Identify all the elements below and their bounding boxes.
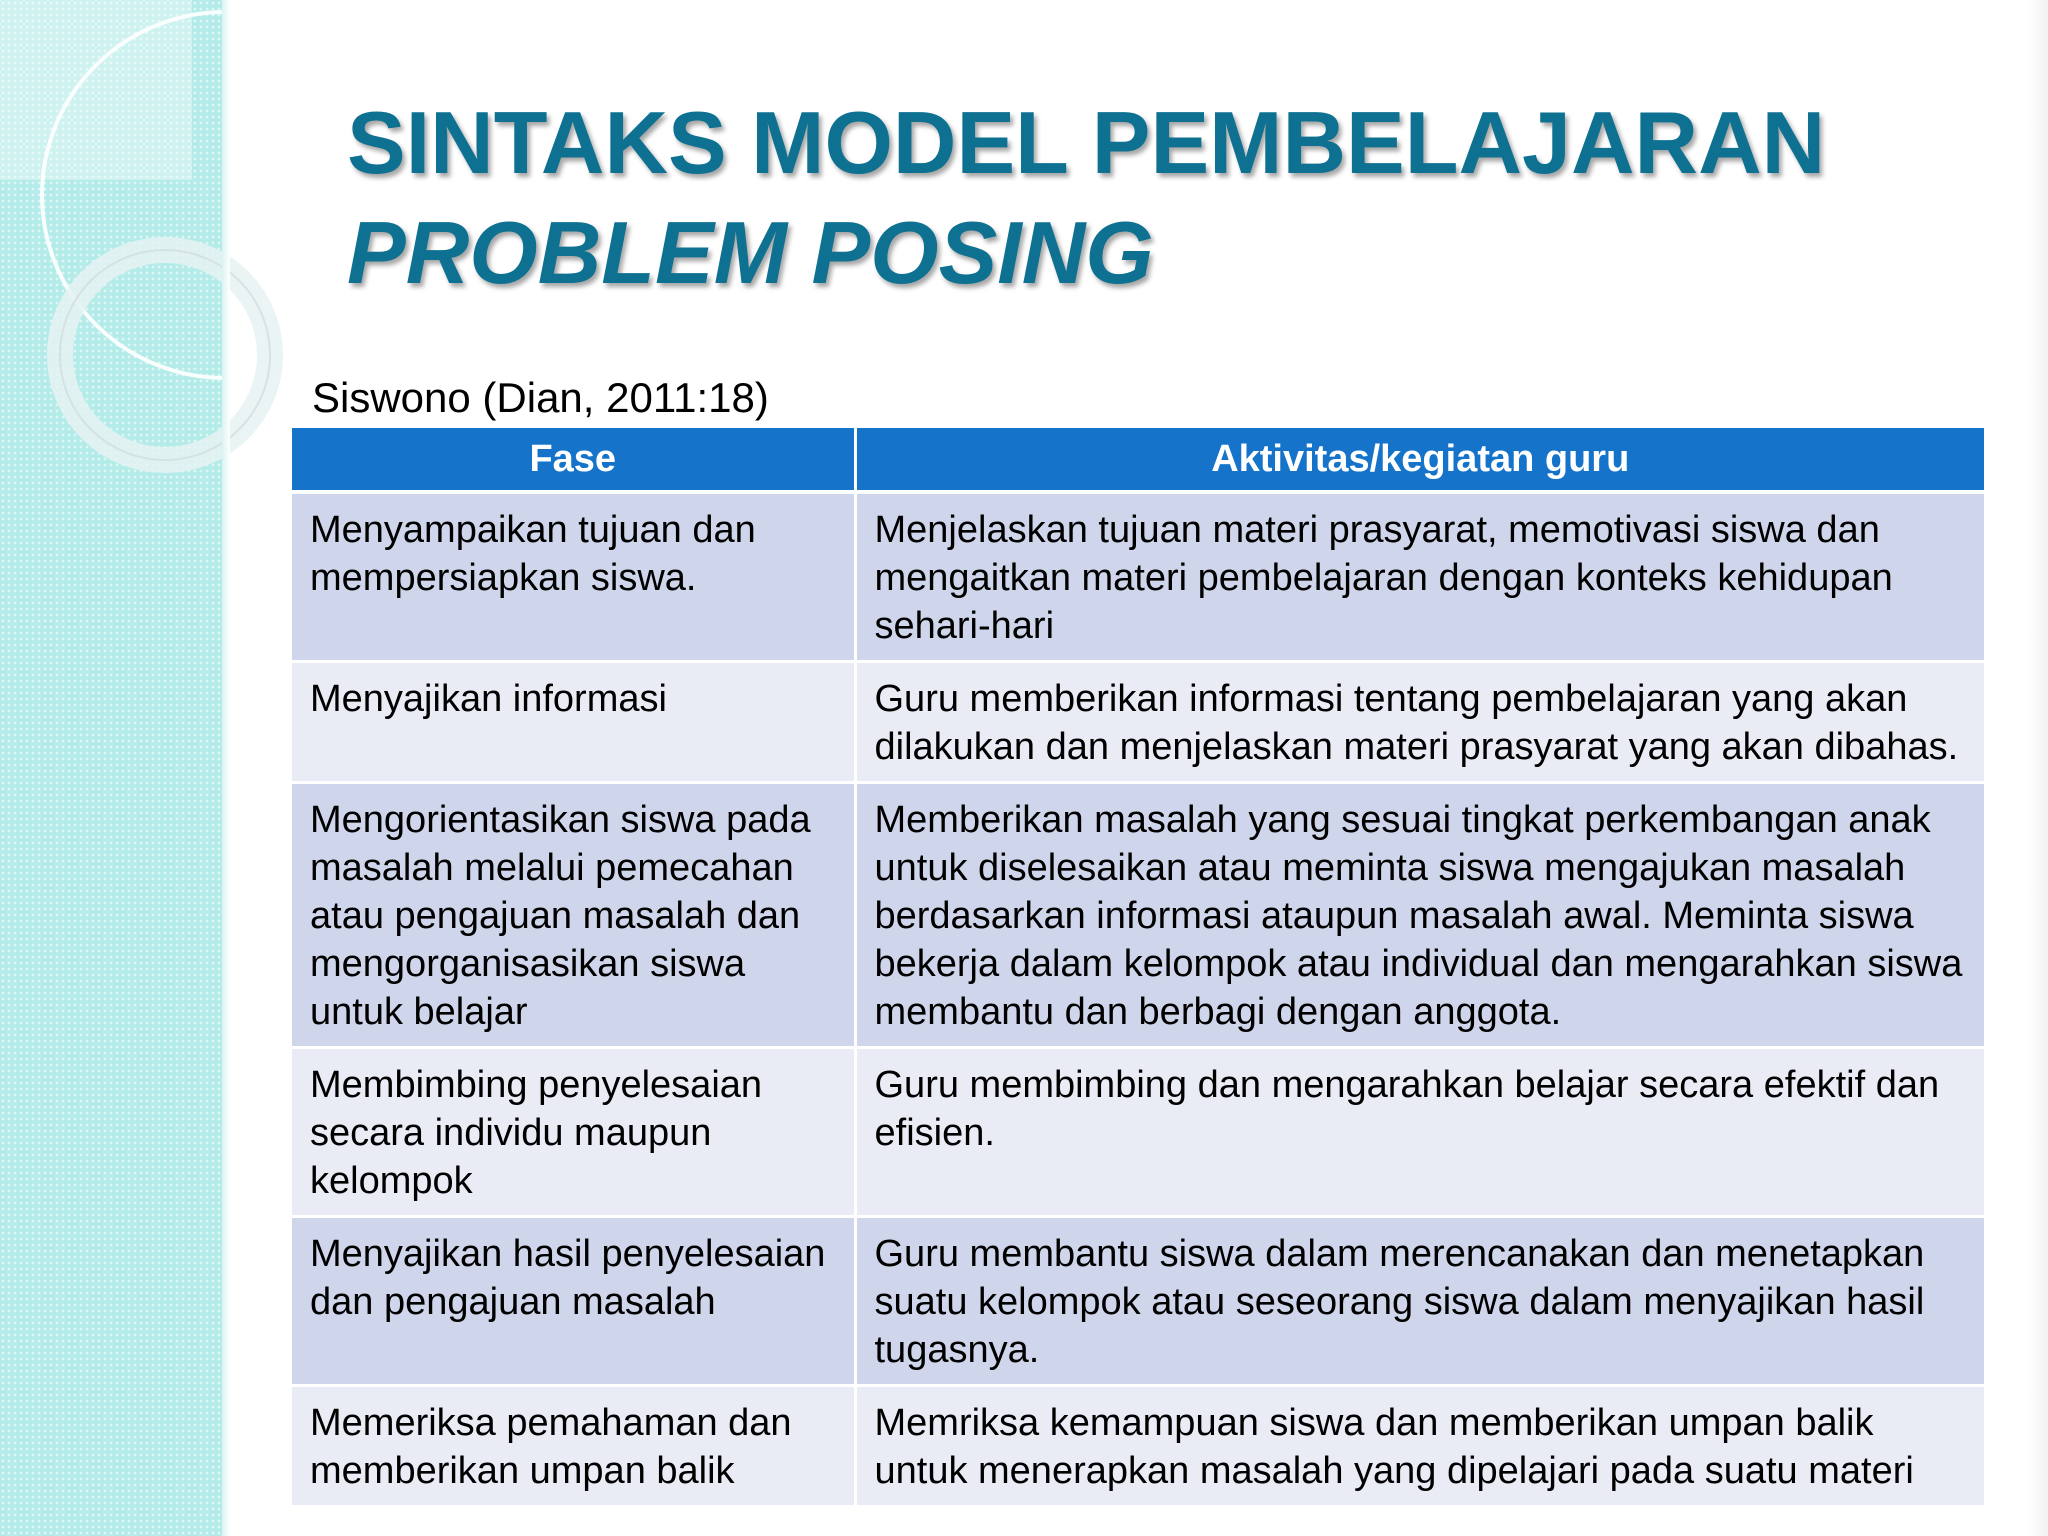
cell-fase: Menyajikan informasi: [292, 662, 855, 783]
table-row: [292, 783, 1984, 1048]
table-row: [292, 1048, 1984, 1217]
syntax-table: [292, 428, 1984, 1508]
cell-fase: Menyampaikan tujuan dan mempersiapkan siswa.: [292, 492, 855, 662]
cell-aktivitas: Guru membantu siswa dalam merencanakan dan menetapkan suatu kelompok atau seseorang siswa dalam menyajikan hasil tugasnya.: [855, 1217, 1984, 1386]
cell-aktivitas: Guru membimbing dan mengarahkan belajar secara efektif dan efisien.: [855, 1048, 1984, 1217]
slide-title: [347, 88, 1947, 308]
table-row: [292, 662, 1984, 783]
header-fase: Fase: [292, 428, 855, 492]
sidebar-edge: [222, 0, 230, 1536]
citation: Siswono (Dian, 2011:18): [312, 374, 769, 421]
cell-aktivitas: Memriksa kemampuan siswa dan memberikan umpan balik untuk menerapkan masalah yang dipelajari pada suatu materi: [855, 1386, 1984, 1507]
cell-aktivitas: Menjelaskan tujuan materi prasyarat, memotivasi siswa dan mengaitkan materi pembelajaran dengan konteks kehidupan sehari-hari: [855, 492, 1984, 662]
slide-right-edge: [2026, 0, 2048, 1536]
table-row: [292, 1217, 1984, 1386]
table-row: [292, 1386, 1984, 1507]
header-aktivitas: Aktivitas/kegiatan guru: [855, 428, 1984, 492]
cell-fase: Membimbing penyelesaian secara individu maupun kelompok: [292, 1048, 855, 1217]
cell-fase: Menyajikan hasil penyelesaian dan pengajuan masalah: [292, 1217, 855, 1386]
syntax-table-container: [292, 428, 1984, 1536]
cell-fase: Mengorientasikan siswa pada masalah melalui pemecahan atau pengajuan masalah dan mengorganisasikan siswa untuk belajar: [292, 783, 855, 1048]
cell-aktivitas: Guru memberikan informasi tentang pembelajaran yang akan dilakukan dan menjelaskan materi prasyarat yang akan dibahas.: [855, 662, 1984, 783]
table-header-row: [292, 428, 1984, 492]
cell-fase: Memeriksa pemahaman dan memberikan umpan balik: [292, 1386, 855, 1507]
title-line-2: PROBLEM POSING: [347, 203, 1154, 302]
title-line-1: SINTAKS MODEL PEMBELAJARAN: [347, 93, 1826, 192]
table-row: [292, 492, 1984, 662]
cell-aktivitas: Memberikan masalah yang sesuai tingkat perkembangan anak untuk diselesaikan atau meminta siswa mengajukan masalah berdasarkan informasi ataupun masalah awal. Meminta siswa bekerja dalam kelompok atau individual dan mengarahkan siswa membantu dan berbagi dengan anggota.: [855, 783, 1984, 1048]
